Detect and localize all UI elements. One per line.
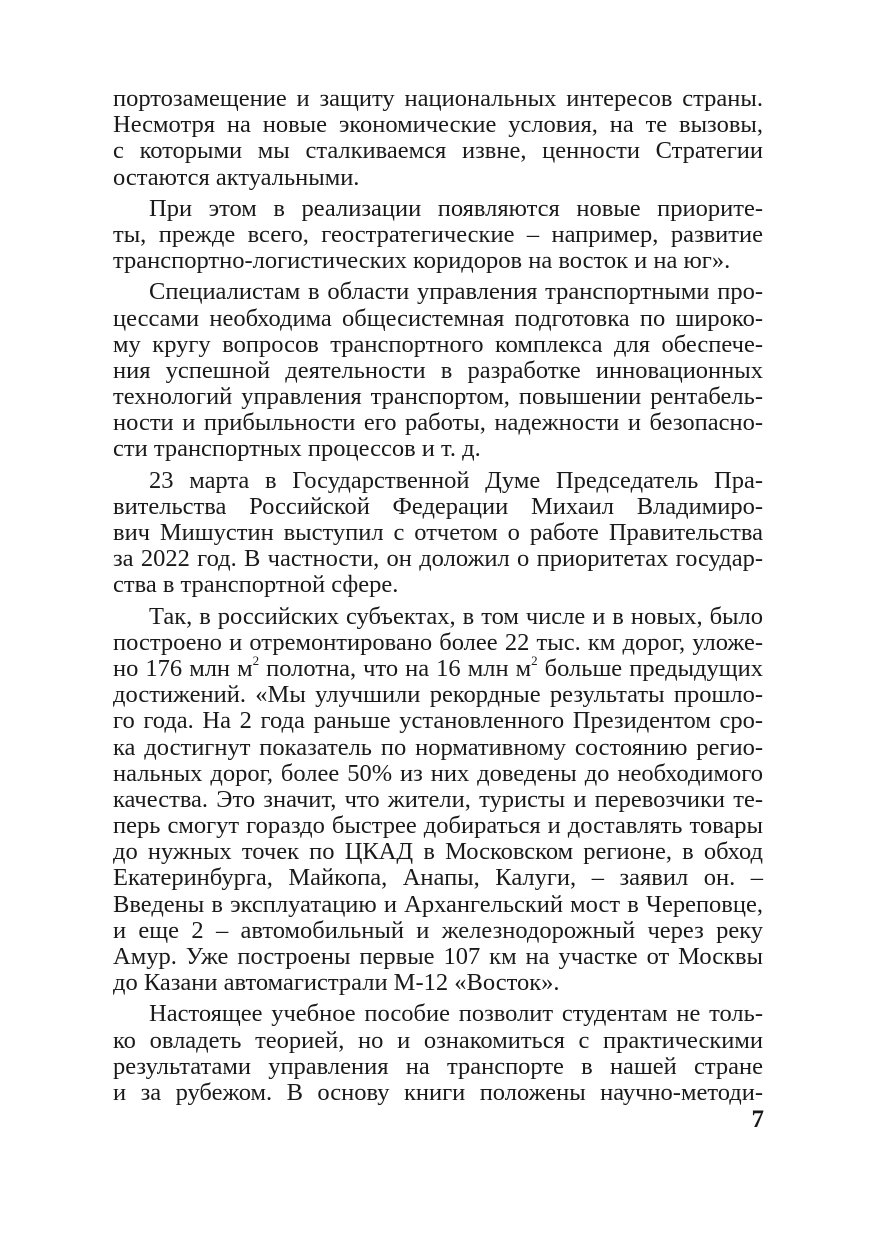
text-line: го года. На 2 года раньше установленного Президентом сро- xyxy=(113,707,763,735)
text-line: ности и прибыльности его работы, надежности и безопасно- xyxy=(113,409,763,437)
text-line: вич Мишустин выступил с отчетом о работе Правительства xyxy=(113,519,763,546)
text-line: за 2022 год. В частности, он доложил о приоритетах государ- xyxy=(113,545,763,573)
superscript: 2 xyxy=(531,652,538,668)
superscript: 2 xyxy=(252,652,260,668)
text-line: построено и отремонтировано более 22 тыс. км дорог, уложе- xyxy=(113,628,763,656)
text-line: нальных дорог, более 50% из них доведены до необходимого xyxy=(113,759,763,787)
text-line: му кругу вопросов транспортного комплекса для обеспече- xyxy=(113,330,763,358)
text-line: ко овладеть теорией, но и ознакомиться с практическими xyxy=(113,1026,763,1054)
text-line: с которыми мы сталкиваемся извне, ценности Стратегии xyxy=(113,137,763,165)
text-line: 23 марта в Государственной Думе Председатель Пра- xyxy=(149,466,763,494)
text-line: ты, прежде всего, геостратегические – например, развитие xyxy=(113,220,763,248)
paragraph xyxy=(113,604,763,997)
text-fragment: полотна, что на 16 млн м xyxy=(259,654,532,682)
text-line-with-superscript xyxy=(113,652,763,682)
text-line: Несмотря на новые экономические условия, на те вызовы, xyxy=(113,111,763,139)
text-line: Амур. Уже построены первые 107 км на участке от Москвы xyxy=(113,943,763,970)
body-text xyxy=(113,86,763,1106)
text-line: вительства Российской Федерации Михаил Владимиро- xyxy=(113,492,763,520)
text-line: транспортно-логистических коридоров на восток и на юг». xyxy=(113,247,731,275)
paragraph xyxy=(113,196,763,275)
text-line: до Казани автомагистрали М-12 «Восток». xyxy=(113,969,560,997)
text-line: перь смогут гораздо быстрее добираться и доставлять товары xyxy=(113,812,763,840)
text-line: Настоящее учебное пособие позволит студентам не толь- xyxy=(149,1000,763,1028)
paragraph xyxy=(113,279,763,462)
text-line: и за рубежом. В основу книги положены научно-методи- xyxy=(113,1078,763,1106)
paragraph xyxy=(113,86,763,191)
text-line: ка достигнут показатель по нормативному состоянию регио- xyxy=(113,733,763,761)
text-line: Специалистам в области управления транспортными про- xyxy=(149,278,763,306)
text-line: Так, в российских субъектах, в том числе и в новых, было xyxy=(149,602,763,630)
text-line: технологий управления транспортом, повышении рентабель- xyxy=(113,383,763,411)
text-line: ства в транспортной сфере. xyxy=(113,571,399,599)
text-line: и еще 2 – автомобильный и железнодорожный через реку xyxy=(113,916,763,944)
text-line: цессами необходима общесистемная подготовка по широко- xyxy=(113,304,763,332)
text-line: до нужных точек по ЦКАД в Московском регионе, в обход xyxy=(113,838,763,866)
text-line: достижений. «Мы улучшили рекордные результаты прошло- xyxy=(113,681,763,709)
text-line: При этом в реализации появляются новые приорите- xyxy=(149,194,763,222)
text-line: ния успешной деятельности в разработке инновационных xyxy=(113,356,763,384)
text-fragment: но 176 млн м xyxy=(113,654,253,682)
text-line: портозамещение и защиту национальных интересов страны. xyxy=(113,85,763,112)
paragraph xyxy=(113,1001,763,1106)
paragraph xyxy=(113,468,763,599)
text-line: Введены в эксплуатацию и Архангельский мост в Череповце, xyxy=(113,890,763,918)
text-line: остаются актуальными. xyxy=(113,163,360,191)
text-line: качества. Это значит, что жители, туристы и перевозчики те- xyxy=(113,785,763,813)
page-number: 7 xyxy=(751,1106,764,1133)
text-line: результатами управления на транспорте в нашей стране xyxy=(113,1052,763,1080)
text-line: Екатеринбурга, Майкопа, Анапы, Калуги, – заявил он. – xyxy=(113,864,763,892)
text-fragment: больше предыдущих xyxy=(537,654,763,682)
text-line: сти транспортных процессов и т. д. xyxy=(113,435,481,463)
